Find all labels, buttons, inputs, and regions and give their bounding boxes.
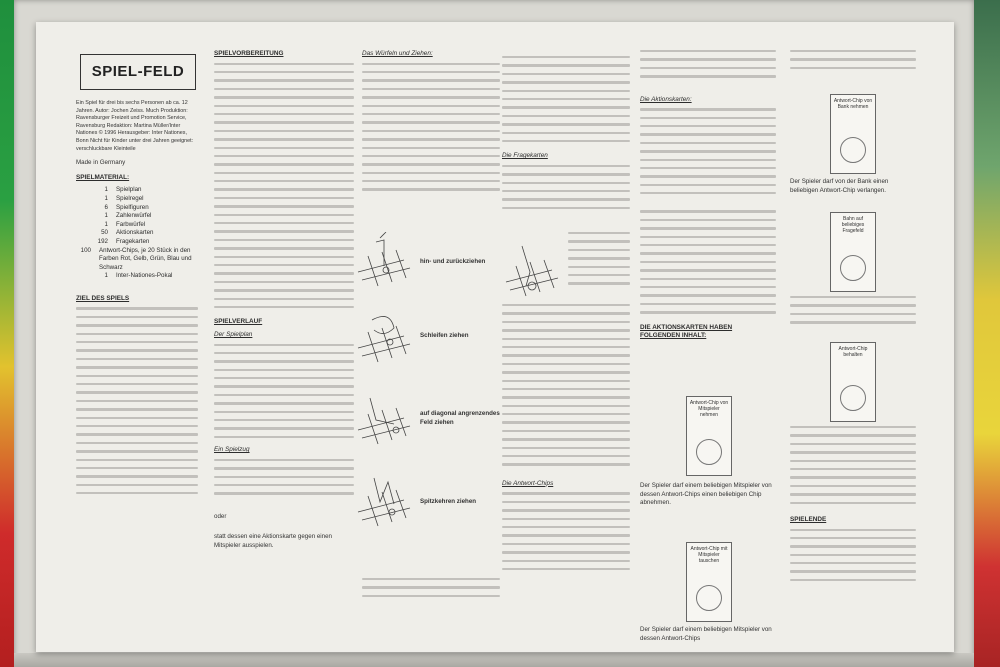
swap-icon [696,585,722,611]
material-list [76,186,198,281]
goal-text-lines [76,307,198,494]
material-name: Antwort-Chips, je 20 Stück in den Farben Rot, Gelb, Grün, Blau und Schwarz [99,246,192,271]
card-label-4: Bahn auf beliebiges Fragefeld [841,216,865,234]
material-row [76,238,198,247]
material-row [76,272,198,281]
field-icon [840,255,866,281]
column-4 [502,56,630,215]
material-count: 1 [104,212,108,220]
material-count: 50 [101,229,108,237]
move-illustration-3 [354,390,416,446]
card-1-text: Der Spieler darf einem beliebigen Mitspieler von dessen Antwort-Chips einen beliebigen Chip abnehmen. [640,482,772,507]
keep-icon [840,385,866,411]
move-label-1: hin- und zurückziehen [420,258,486,265]
prep-heading: SPIELVORBEREITUNG [214,50,284,57]
material-name: Zahlenwürfel [116,212,152,220]
col4-text-lines [502,56,630,142]
made-in-text: Made in Germany [76,159,126,167]
material-name: Spielfiguren [116,203,149,211]
material-count: 100 [80,246,91,254]
material-name: Fragekarten [116,237,150,245]
sheet-title: SPIEL-FELD [80,54,196,90]
material-count: 1 [104,194,108,202]
material-name: Aktionskarten [116,229,154,237]
goal-heading: ZIEL DES SPIELS [76,294,130,302]
board-subheading: Der Spielplan [214,330,253,338]
material-row [76,247,198,273]
card-label-3: Antwort-Chip von Bank nehmen [833,98,873,110]
action-card-keep-chip [830,342,876,422]
action-card-take-chip [686,396,732,476]
question-more-lines [502,304,630,576]
material-count: 1 [104,272,108,280]
card-label-1: Antwort-Chip von Mitspieler nehmen [689,400,729,418]
material-row [76,212,198,221]
intro-text: Ein Spiel für drei bis sechs Personen ab ca. 12 Jahren. Autor: Jochen Zeiss. Much Produktion: Ravensburger Freizeit und Promotion Service, Ravensburg Redaktion: Martina Müller/Inter Nationes © 1996 Herausgeber: Inter Nationes, Bonn Nicht für Kinder unter drei Jahren geeignet: verschluckbare Kleinteile [76,100,194,152]
dice-text-lines [362,63,500,191]
material-row [76,221,198,230]
card-label-5: Antwort-Chip behalten [838,346,868,358]
card-3-text: Der Spieler darf von der Bank einen beliebigen Antwort-Chip verlangen. [790,178,889,194]
material-row [76,229,198,238]
action-card-field [830,212,876,292]
move-illustration-1 [354,232,416,288]
turn-text-lines [214,459,354,495]
rules-sheet [36,22,954,652]
question-text-lines [502,165,630,209]
question-illustration [502,242,564,298]
move-label-4: Spitzkehren ziehen [420,498,477,505]
material-count: 192 [97,237,108,245]
turn-last-text: statt dessen eine Aktionskarte gegen einen Mitspieler ausspielen. [214,533,332,549]
material-count: 1 [104,220,108,228]
move-label-3: auf diagonal angrenzendes Feld ziehen [420,410,500,426]
column-1 [76,100,198,500]
board-text-lines [214,344,354,439]
flow-heading: SPIELVERLAUF [214,318,263,326]
column-2 [214,50,354,557]
material-name: Spielregel [116,194,144,202]
card-label-2: Antwort-Chip mit Mitspieler tauschen [690,546,728,564]
action-card-bank-chip [830,94,876,174]
contents-heading: DIE AKTIONSKARTEN HABEN FOLGENDEN INHALT: [640,323,733,340]
move-label-2: Schleifen ziehen [420,332,469,339]
material-row [76,204,198,213]
card-5-text-lines [790,426,916,587]
question-side-lines [568,232,630,291]
card-4-text-lines [790,296,916,330]
turn-subheading: Ein Spielzug [214,446,250,454]
material-count: 1 [104,186,108,194]
prep-text-lines [214,63,354,309]
oder-text: oder [214,512,227,520]
bank-icon [840,137,866,163]
material-name: Farbwürfel [116,220,146,228]
material-name: Inter-Nationes-Pokal [116,272,173,280]
column-3-footer [362,578,500,603]
material-count: 6 [104,203,108,211]
end-heading: SPIELENDE [790,515,827,523]
column-5 [640,50,776,345]
column-6 [790,50,916,75]
question-heading: Die Fragekarten [502,152,548,160]
material-row [76,195,198,204]
action-card-swap-chip [686,542,732,622]
material-heading: SPIELMATERIAL: [76,173,130,181]
box-floor [14,653,974,667]
dice-heading: Das Würfeln und Ziehen: [362,50,433,57]
column-3 [362,50,500,197]
hand-icon [696,439,722,465]
material-row [76,186,198,195]
move-illustration-4 [354,472,416,528]
material-name: Spielplan [116,186,142,194]
chips-heading: Die Antwort-Chips [502,479,554,487]
move-illustration-2 [354,308,416,364]
action-heading: Die Aktionskarten: [640,95,692,103]
card-2-text: Der Spieler darf einem beliebigen Mitspieler von dessen Antwort-Chips [640,626,772,642]
